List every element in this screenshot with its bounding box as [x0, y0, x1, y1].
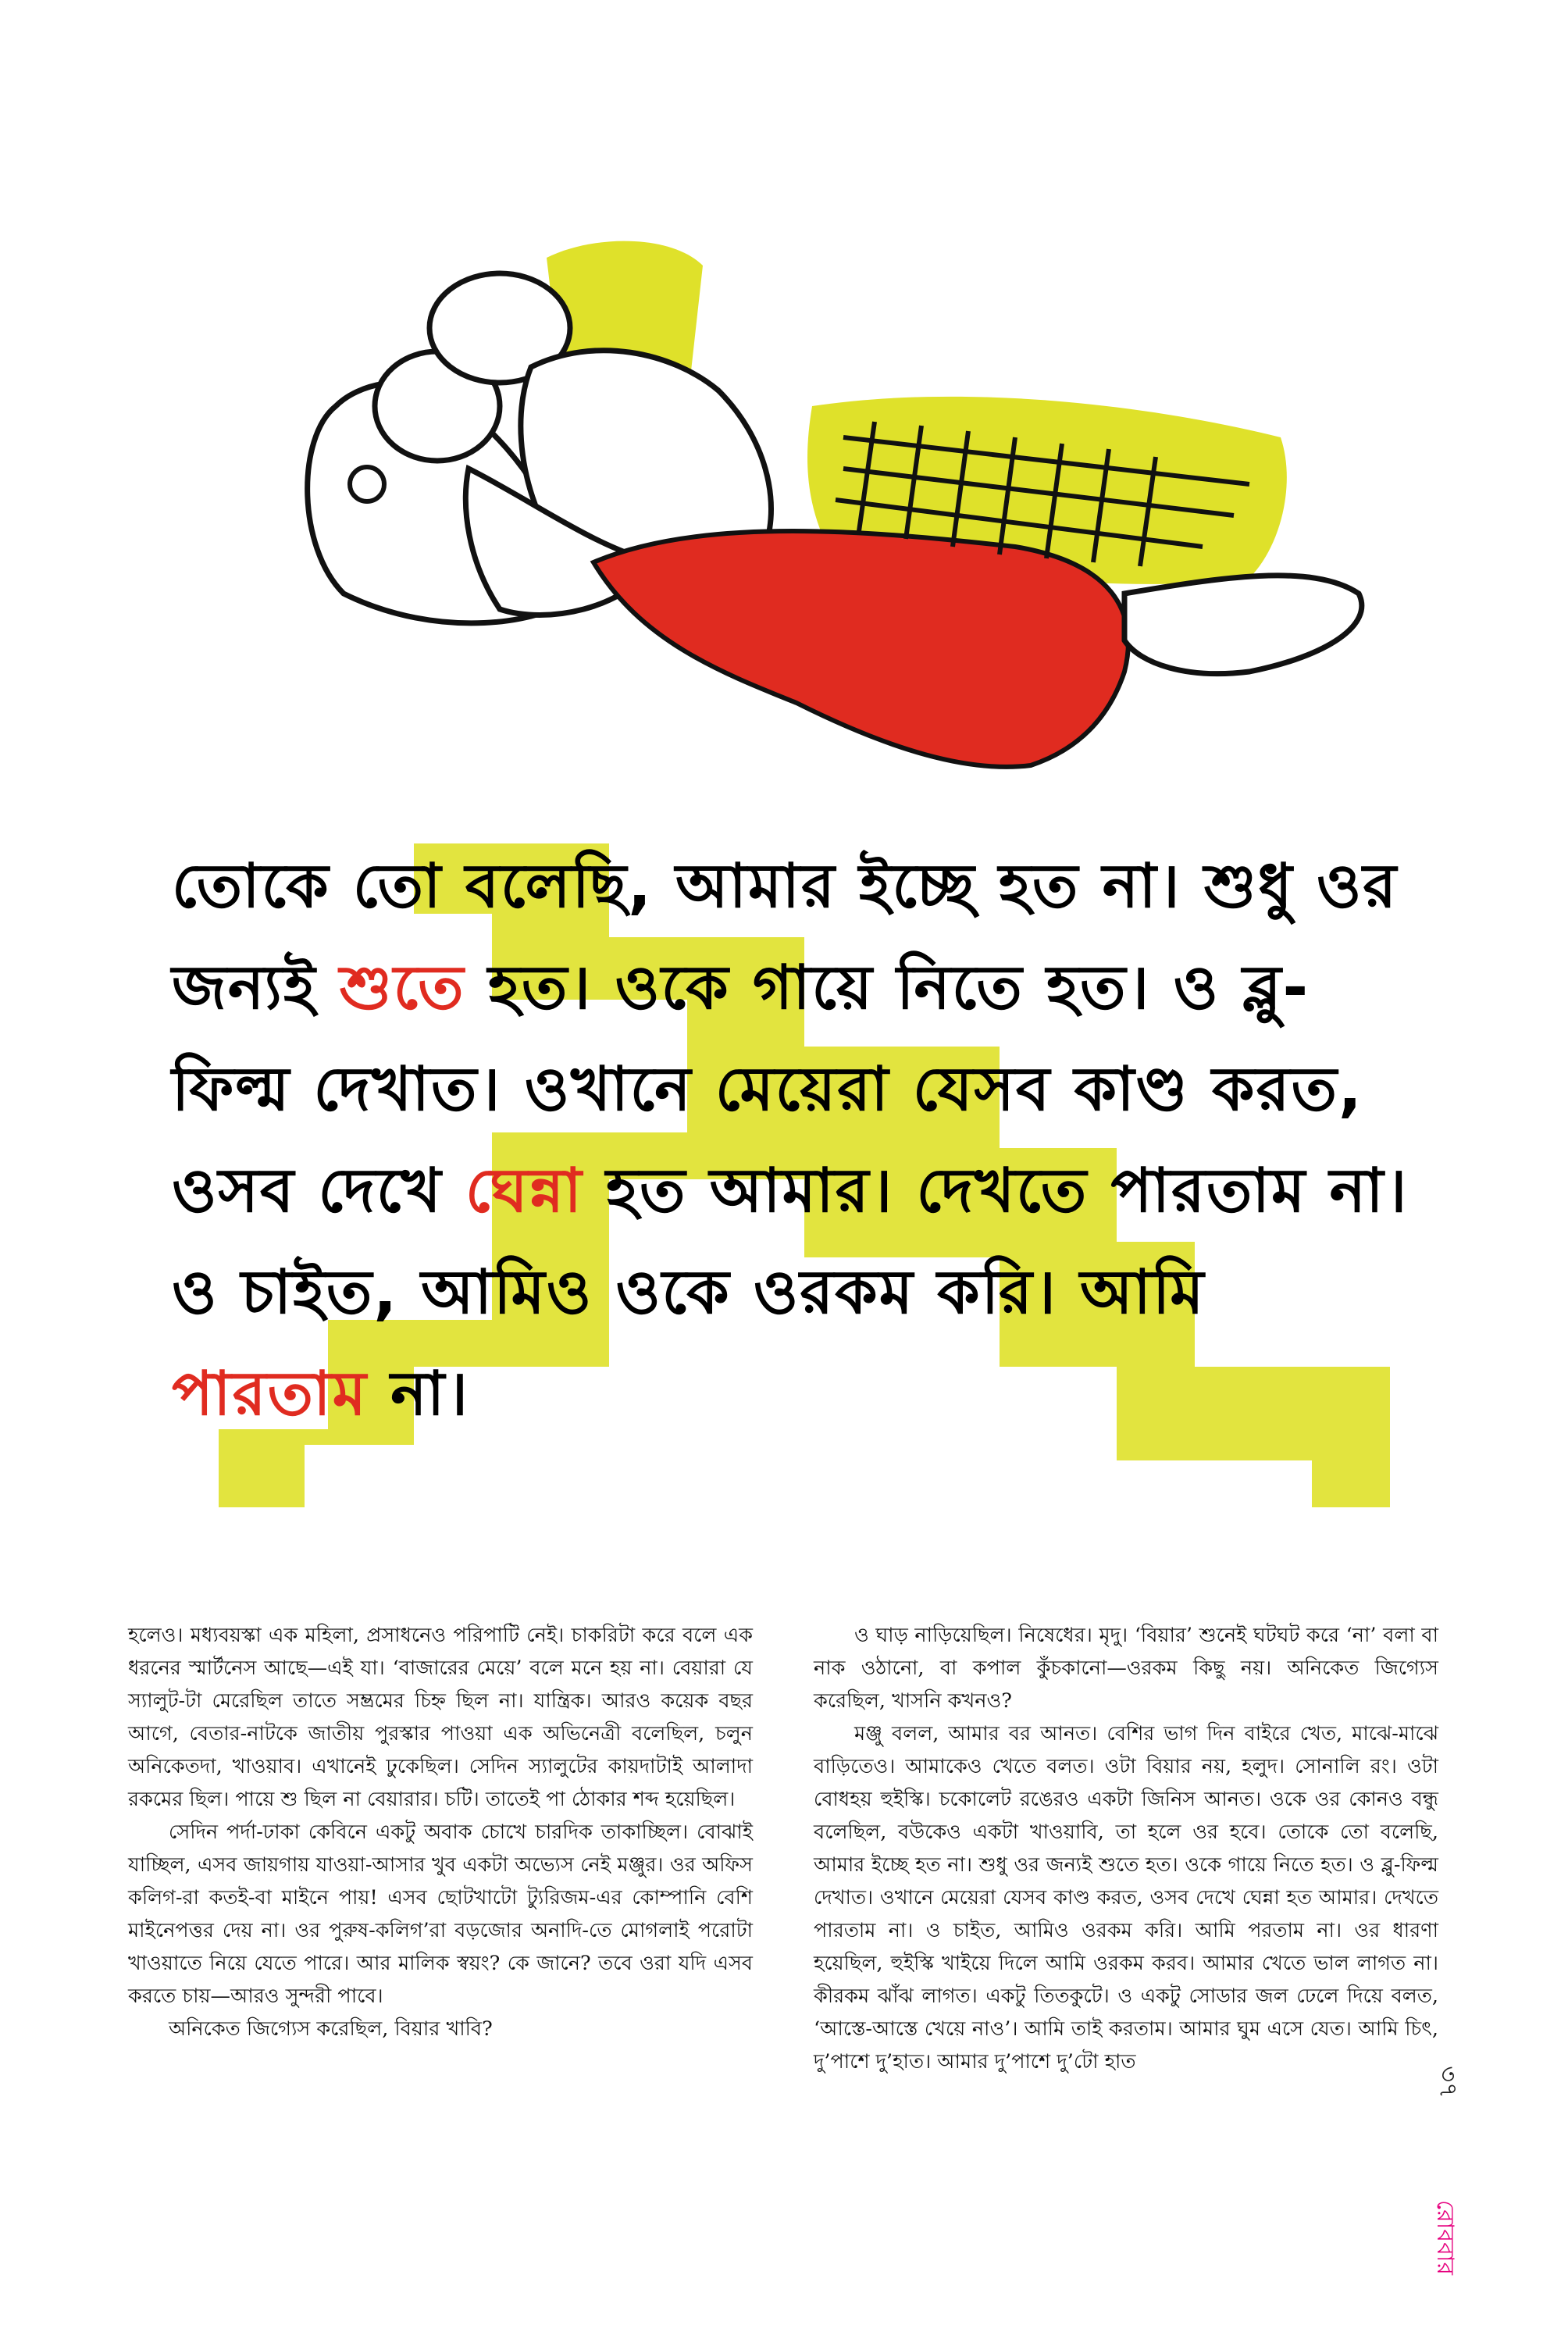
- pullquote-part-4: না।: [367, 1359, 470, 1429]
- pullquote-part-2: হত। ওকে গায়ে নিতে হত। ও ব্লু-ফিল্ম দেখাত। ওখানে মেয়েরা যেসব কাণ্ড করত, ওসব দেখে: [172, 953, 1363, 1226]
- red-cloth: [593, 531, 1128, 767]
- feet: [1124, 576, 1362, 674]
- article-column-right: [814, 1619, 1438, 2078]
- magazine-name: রোববার: [1431, 2200, 1459, 2275]
- pullquote-text: [172, 836, 1413, 1445]
- bed-couple-illustration: [0, 0, 1568, 804]
- article-column-left: [128, 1619, 753, 2045]
- article-paragraph: সেদিন পর্দা-ঢাকা কেবিনে একটু অবাক চোখে চারদিক তাকাচ্ছিল। বোঝাই যাচ্ছিল, এসব জায়গায় যাওয়া-আসার খুব একটা অভ্যেস নেই মঞ্জুর। ওর অফিস কলিগ-রা কতই-বা মাইনে পায়! এসব ছোটখাটো ট্যুরিজম-এর কোম্পানি বেশি মাইনেপত্তর দেয় না। ওর পুরুষ-কলিগ’রা বড়জোর অনাদি-তে মোগলাই পরোটা খাওয়াতে নিয়ে যেতে পারে। আর মালিক স্বয়ং? কে জানে? তবে ওরা যদি এসব করতে চায়—আরও সুন্দরী পাবে।: [128, 1820, 753, 2008]
- pullquote-red-word-3: পারতাম: [172, 1359, 368, 1429]
- page-number: ৩৭: [1434, 2066, 1463, 2099]
- pullquote-part-3: হত আমার। দেখতে পারতাম না। ও চাইত, আমিও ওকে ওরকম করি। আমি: [172, 1156, 1409, 1328]
- pullquote-part-1: তোকে তো বলেছি, আমার ইচ্ছে হত না। শুধু ওর জন্যই: [172, 851, 1399, 1023]
- article-paragraph: হলেও। মধ্যবয়স্কা এক মহিলা, প্রসাধনেও পরিপাটি নেই। চাকরিটা করে বলে এক ধরনের স্মার্টনেস আছে—এই যা। ‘বাজারের মেয়ে’ বলে মনে হয় না। বেয়ারা যে স্যালুট-টা মেরেছিল তাতে সম্ভ্রমের চিহ্ন ছিল না। যান্ত্রিক। আরও কয়েক বছর আগে, বেতার-নাটকে জাতীয় পুরস্কার পাওয়া এক অভিনেত্রী বলেছিল, চলুন অনিকেতদা, খাওয়াব। এখানেই ঢুকেছিল। সেদিন স্যালুটের কায়দাটাই আলাদা রকমের ছিল। পায়ে শু ছিল না বেয়ারার। চটি। তাতেই পা ঠোকার শব্দ হয়েছিল।: [128, 1624, 753, 1811]
- article-paragraph: মঞ্জু বলল, আমার বর আনত। বেশির ভাগ দিন বাইরে খেত, মাঝে-মাঝে বাড়িতেও। আমাকেও খেতে বলত। ওটা বিয়ার নয়, হলুদ। সোনালি রং। ওটা বোধহয় হুইস্কি। চকোলেট রঙেরও একটা জিনিস আনত। ওকে ওর কোনও বন্ধু বলেছিল, বউকেও একটা খাওয়াবি, তা হলে ওর হবে। তোকে তো বলেছি, আমার ইচ্ছে হত না। শুধু ওর জন্যই শুতে হত। ওকে গায়ে নিতে হত। ও ব্লু-ফিল্ম দেখাত। ওখানে মেয়েরা যেসব কাণ্ড করত, ওসব দেখে ঘেন্না হত আমার। দেখতে পারতাম না। ও চাইত, আমিও ওরকম করি। আমি পরতাম না। ওর ধারণা হয়েছিল, হুইস্কি খাইয়ে দিলে আমি ওরকম করব। আমার খেতে ভাল লাগত না। কীরকম ঝাঁঝ লাগত। একটু তিতকুটে। ও একটু সোডার জল ঢেলে দিয়ে বলত, ‘আস্তে-আস্তে খেয়ে নাও’। আমি তাই করতাম। আমার ঘুম এসে যেত। আমি চিৎ, দু’পাশে দু’হাত। আমার দু’পাশে দু’টো হাত: [814, 1722, 1438, 2074]
- article-paragraph: অনিকেত জিগ্যেস করেছিল, বিয়ার খাবি?: [169, 2017, 493, 2041]
- article-paragraph: ও ঘাড় নাড়িয়েছিল। নিষেধের। মৃদু। ‘বিয়ার’ শুনেই ঘটঘট করে ‘না’ বলা বা নাক ওঠানো, বা কপাল কুঁচকানো—ওরকম কিছু নয়। অনিকেত জিগ্যেস করেছিল, খাসনি কখনও?: [814, 1624, 1438, 1713]
- pullquote-block: [156, 820, 1421, 1539]
- pullquote-red-word-2: ঘেন্না: [465, 1156, 583, 1226]
- pullquote-red-word-1: শুতে: [339, 953, 465, 1023]
